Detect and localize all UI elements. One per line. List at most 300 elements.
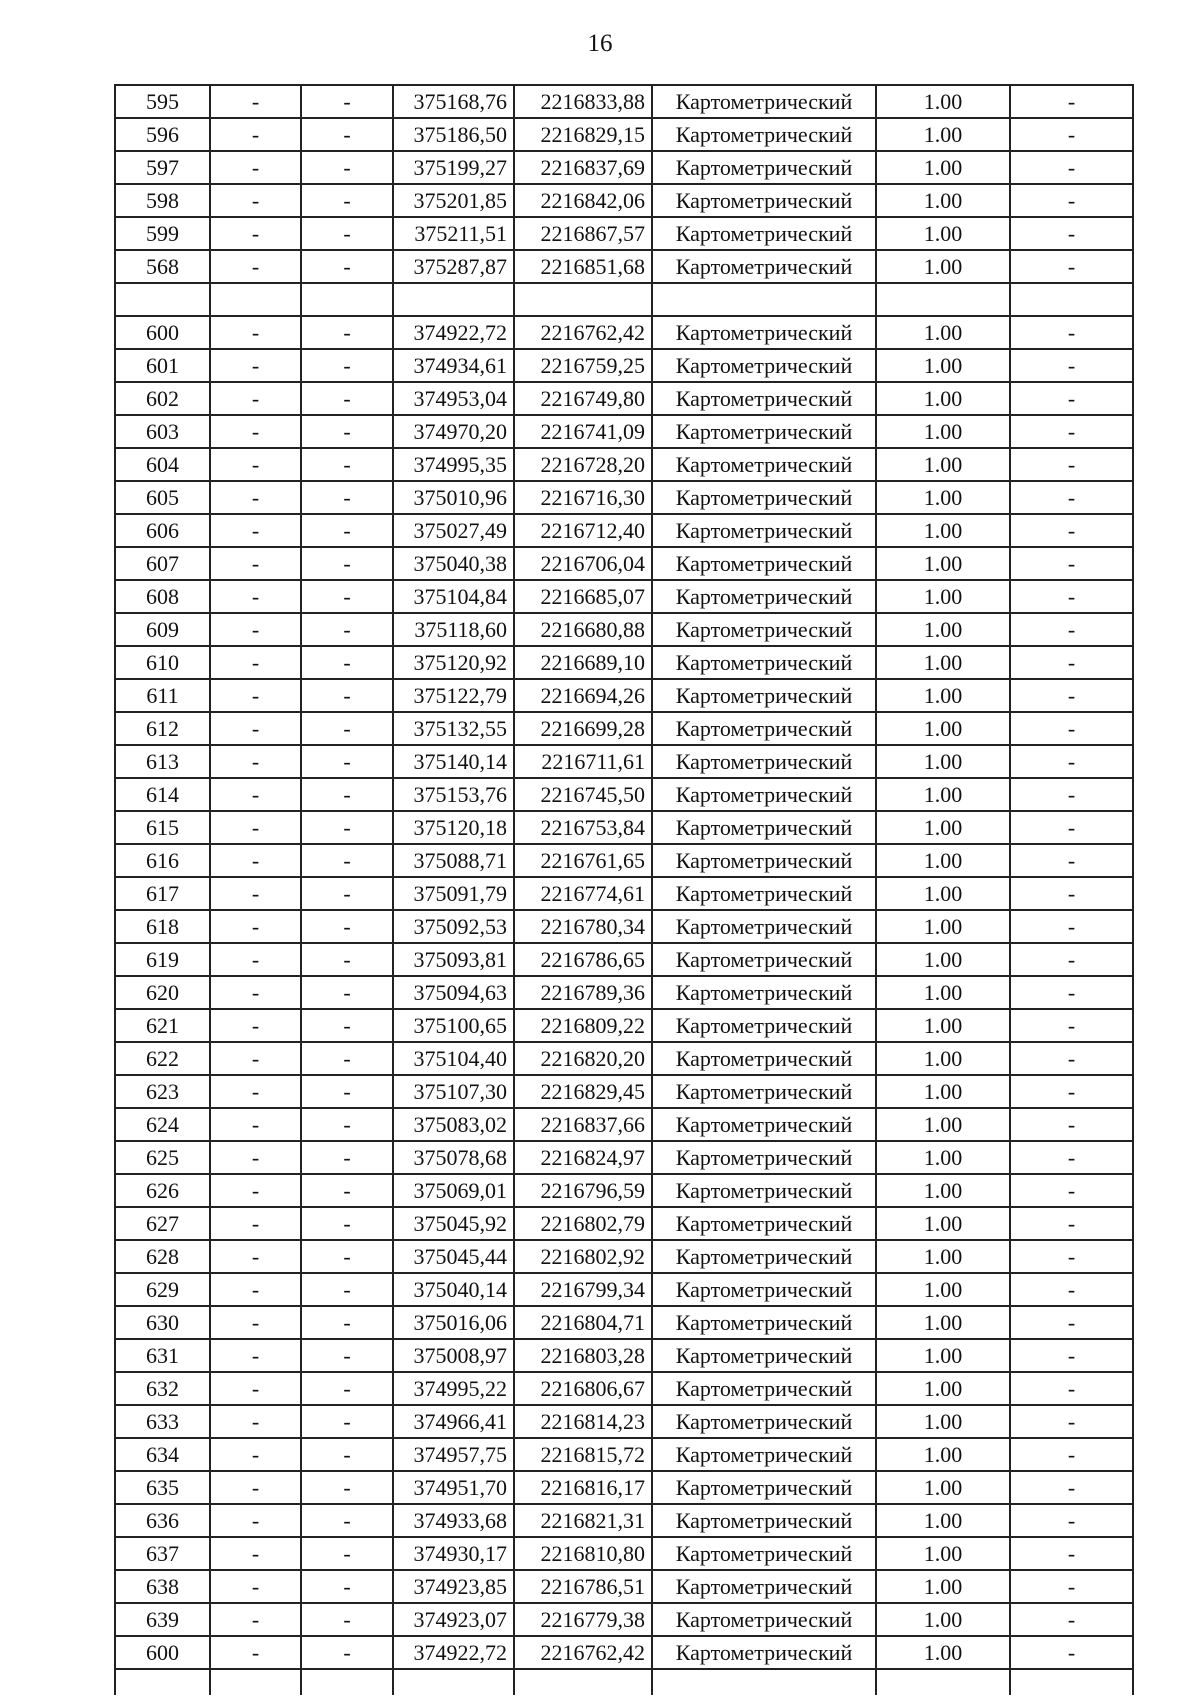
note-cell: - (1010, 712, 1133, 745)
note-cell: - (1010, 910, 1133, 943)
point-number-cell: 611 (115, 679, 210, 712)
method-cell: Картометрический (652, 844, 876, 877)
y-coordinate-cell: 2216680,88 (514, 613, 652, 646)
method-cell: Картометрический (652, 250, 876, 283)
note-cell: - (1010, 316, 1133, 349)
column-2-cell: - (210, 844, 301, 877)
empty-cell (1010, 1669, 1133, 1695)
note-cell: - (1010, 1207, 1133, 1240)
column-2-cell: - (210, 1570, 301, 1603)
accuracy-cell: 1.00 (876, 1273, 1010, 1306)
accuracy-cell: 1.00 (876, 778, 1010, 811)
table-row (115, 85, 1133, 118)
x-coordinate-cell: 375093,81 (393, 943, 514, 976)
method-cell: Картометрический (652, 1141, 876, 1174)
method-cell: Картометрический (652, 811, 876, 844)
method-cell: Картометрический (652, 679, 876, 712)
table-row (115, 745, 1133, 778)
column-2-cell: - (210, 250, 301, 283)
column-2-cell: - (210, 1438, 301, 1471)
note-cell: - (1010, 844, 1133, 877)
method-cell: Картометрический (652, 118, 876, 151)
y-coordinate-cell: 2216833,88 (514, 85, 652, 118)
y-coordinate-cell: 2216728,20 (514, 448, 652, 481)
column-2-cell: - (210, 1471, 301, 1504)
method-cell: Картометрический (652, 910, 876, 943)
accuracy-cell: 1.00 (876, 646, 1010, 679)
column-2-cell: - (210, 448, 301, 481)
accuracy-cell: 1.00 (876, 679, 1010, 712)
x-coordinate-cell: 374922,72 (393, 1636, 514, 1669)
x-coordinate-cell: 375094,63 (393, 976, 514, 1009)
column-3-cell: - (301, 1240, 393, 1273)
point-number-cell: 627 (115, 1207, 210, 1240)
method-cell: Картометрический (652, 877, 876, 910)
y-coordinate-cell: 2216814,23 (514, 1405, 652, 1438)
column-3-cell: - (301, 1471, 393, 1504)
y-coordinate-cell: 2216780,34 (514, 910, 652, 943)
y-coordinate-cell: 2216761,65 (514, 844, 652, 877)
method-cell (652, 283, 876, 316)
y-coordinate-cell: 2216824,97 (514, 1141, 652, 1174)
table-row (115, 184, 1133, 217)
method-cell: Картометрический (652, 646, 876, 679)
column-2-cell: - (210, 1636, 301, 1669)
point-number-cell: 608 (115, 580, 210, 613)
y-coordinate-cell: 2216706,04 (514, 547, 652, 580)
note-cell: - (1010, 877, 1133, 910)
column-3-cell: - (301, 1372, 393, 1405)
table-row (115, 877, 1133, 910)
point-number-cell: 630 (115, 1306, 210, 1339)
accuracy-cell: 1.00 (876, 943, 1010, 976)
column-2-cell: - (210, 382, 301, 415)
table-row (115, 1141, 1133, 1174)
note-cell: - (1010, 514, 1133, 547)
column-2-cell: - (210, 415, 301, 448)
table-row (115, 151, 1133, 184)
y-coordinate-cell: 2216694,26 (514, 679, 652, 712)
y-coordinate-cell: 2216821,31 (514, 1504, 652, 1537)
y-coordinate-cell: 2216796,59 (514, 1174, 652, 1207)
method-cell: Картометрический (652, 1207, 876, 1240)
x-coordinate-cell: 375078,68 (393, 1141, 514, 1174)
method-cell: Картометрический (652, 448, 876, 481)
accuracy-cell: 1.00 (876, 184, 1010, 217)
x-coordinate-cell: 375107,30 (393, 1075, 514, 1108)
x-coordinate-cell: 375045,92 (393, 1207, 514, 1240)
y-coordinate-cell: 2216837,69 (514, 151, 652, 184)
accuracy-cell: 1.00 (876, 877, 1010, 910)
table-row (115, 712, 1133, 745)
y-coordinate-cell: 2216837,66 (514, 1108, 652, 1141)
note-cell: - (1010, 85, 1133, 118)
accuracy-cell: 1.00 (876, 481, 1010, 514)
note-cell: - (1010, 1405, 1133, 1438)
note-cell: - (1010, 481, 1133, 514)
point-number-cell: 626 (115, 1174, 210, 1207)
column-2-cell: - (210, 481, 301, 514)
point-number-cell: 599 (115, 217, 210, 250)
column-3-cell: - (301, 1075, 393, 1108)
table-row (115, 547, 1133, 580)
column-3-cell: - (301, 778, 393, 811)
point-number-cell: 637 (115, 1537, 210, 1570)
point-number-cell: 619 (115, 943, 210, 976)
method-cell: Картометрический (652, 1075, 876, 1108)
point-number-cell: 606 (115, 514, 210, 547)
y-coordinate-cell: 2216711,61 (514, 745, 652, 778)
point-number-cell: 636 (115, 1504, 210, 1537)
x-coordinate-cell: 375140,14 (393, 745, 514, 778)
x-coordinate-cell: 375016,06 (393, 1306, 514, 1339)
note-cell: - (1010, 1273, 1133, 1306)
note-cell: - (1010, 1141, 1133, 1174)
x-coordinate-cell: 374953,04 (393, 382, 514, 415)
y-coordinate-cell: 2216804,71 (514, 1306, 652, 1339)
column-2-cell: - (210, 1075, 301, 1108)
point-number-cell: 614 (115, 778, 210, 811)
column-3-cell: - (301, 1636, 393, 1669)
method-cell: Картометрический (652, 514, 876, 547)
column-2-cell: - (210, 184, 301, 217)
column-3-cell: - (301, 514, 393, 547)
accuracy-cell: 1.00 (876, 1042, 1010, 1075)
table-row (115, 1240, 1133, 1273)
method-cell: Картометрический (652, 151, 876, 184)
note-cell: - (1010, 679, 1133, 712)
accuracy-cell: 1.00 (876, 316, 1010, 349)
column-3-cell: - (301, 646, 393, 679)
table-row (115, 1636, 1133, 1669)
y-coordinate-cell: 2216816,17 (514, 1471, 652, 1504)
point-number-cell: 638 (115, 1570, 210, 1603)
note-cell: - (1010, 646, 1133, 679)
point-number-cell: 631 (115, 1339, 210, 1372)
table-row (115, 1306, 1133, 1339)
note-cell: - (1010, 943, 1133, 976)
y-coordinate-cell: 2216759,25 (514, 349, 652, 382)
accuracy-cell: 1.00 (876, 1438, 1010, 1471)
point-number-cell: 617 (115, 877, 210, 910)
method-cell: Картометрический (652, 1372, 876, 1405)
y-coordinate-cell: 2216789,36 (514, 976, 652, 1009)
point-number-cell: 603 (115, 415, 210, 448)
point-number-cell: 623 (115, 1075, 210, 1108)
column-2-cell: - (210, 1405, 301, 1438)
note-cell: - (1010, 349, 1133, 382)
column-3-cell: - (301, 85, 393, 118)
point-number-cell: 609 (115, 613, 210, 646)
point-number-cell: 600 (115, 1636, 210, 1669)
column-2-cell: - (210, 1042, 301, 1075)
x-coordinate-cell: 375153,76 (393, 778, 514, 811)
table-row (115, 1405, 1133, 1438)
x-coordinate-cell: 375010,96 (393, 481, 514, 514)
column-2-cell: - (210, 1504, 301, 1537)
column-3-cell: - (301, 1042, 393, 1075)
column-2-cell: - (210, 712, 301, 745)
method-cell: Картометрический (652, 580, 876, 613)
column-2-cell: - (210, 580, 301, 613)
note-cell: - (1010, 1240, 1133, 1273)
y-coordinate-cell: 2216829,15 (514, 118, 652, 151)
note-cell: - (1010, 415, 1133, 448)
column-2-cell: - (210, 1141, 301, 1174)
x-coordinate-cell: 375069,01 (393, 1174, 514, 1207)
point-number-cell: 613 (115, 745, 210, 778)
accuracy-cell: 1.00 (876, 1570, 1010, 1603)
column-2-cell: - (210, 679, 301, 712)
note-cell: - (1010, 1570, 1133, 1603)
blank-row (115, 283, 1133, 316)
x-coordinate-cell: 375201,85 (393, 184, 514, 217)
point-number-cell: 634 (115, 1438, 210, 1471)
accuracy-cell: 1.00 (876, 811, 1010, 844)
x-coordinate-cell: 374933,68 (393, 1504, 514, 1537)
table-row (115, 481, 1133, 514)
column-2-cell: - (210, 1603, 301, 1636)
y-coordinate-cell: 2216786,65 (514, 943, 652, 976)
column-3-cell: - (301, 415, 393, 448)
note-cell: - (1010, 1306, 1133, 1339)
x-coordinate-cell: 375092,53 (393, 910, 514, 943)
method-cell: Картометрический (652, 1306, 876, 1339)
column-3-cell: - (301, 118, 393, 151)
continuation-row (115, 1669, 1133, 1695)
point-number-cell: 624 (115, 1108, 210, 1141)
x-coordinate-cell: 374995,22 (393, 1372, 514, 1405)
column-2-cell: - (210, 910, 301, 943)
column-3-cell: - (301, 1273, 393, 1306)
column-2-cell: - (210, 613, 301, 646)
table-row (115, 1108, 1133, 1141)
accuracy-cell: 1.00 (876, 1339, 1010, 1372)
method-cell: Картометрический (652, 349, 876, 382)
note-cell: - (1010, 118, 1133, 151)
accuracy-cell: 1.00 (876, 1636, 1010, 1669)
table-row (115, 118, 1133, 151)
note-cell: - (1010, 1504, 1133, 1537)
table-row (115, 349, 1133, 382)
y-coordinate-cell: 2216815,72 (514, 1438, 652, 1471)
accuracy-cell: 1.00 (876, 1009, 1010, 1042)
column-3-cell: - (301, 844, 393, 877)
column-3-cell: - (301, 448, 393, 481)
accuracy-cell: 1.00 (876, 1240, 1010, 1273)
method-cell: Картометрический (652, 1339, 876, 1372)
point-number-cell: 635 (115, 1471, 210, 1504)
point-number-cell: 612 (115, 712, 210, 745)
column-3-cell: - (301, 811, 393, 844)
method-cell: Картометрический (652, 745, 876, 778)
column-3-cell: - (301, 217, 393, 250)
column-2-cell: - (210, 514, 301, 547)
point-number-cell: 620 (115, 976, 210, 1009)
method-cell: Картометрический (652, 1174, 876, 1207)
column-3-cell: - (301, 613, 393, 646)
x-coordinate-cell: 374970,20 (393, 415, 514, 448)
y-coordinate-cell: 2216745,50 (514, 778, 652, 811)
table-row (115, 250, 1133, 283)
column-2-cell: - (210, 745, 301, 778)
point-number-cell: 600 (115, 316, 210, 349)
note-cell: - (1010, 1108, 1133, 1141)
column-2-cell: - (210, 1108, 301, 1141)
note-cell: - (1010, 1009, 1133, 1042)
method-cell: Картометрический (652, 712, 876, 745)
x-coordinate-cell: 375287,87 (393, 250, 514, 283)
x-coordinate-cell: 375132,55 (393, 712, 514, 745)
table-row (115, 613, 1133, 646)
x-coordinate-cell: 375088,71 (393, 844, 514, 877)
accuracy-cell: 1.00 (876, 1207, 1010, 1240)
x-coordinate-cell: 375122,79 (393, 679, 514, 712)
method-cell: Картометрический (652, 217, 876, 250)
x-coordinate-cell: 375045,44 (393, 1240, 514, 1273)
accuracy-cell: 1.00 (876, 1504, 1010, 1537)
x-coordinate-cell: 375104,84 (393, 580, 514, 613)
point-number-cell: 625 (115, 1141, 210, 1174)
accuracy-cell: 1.00 (876, 1603, 1010, 1636)
note-cell: - (1010, 778, 1133, 811)
method-cell: Картометрический (652, 1537, 876, 1570)
point-number-cell: 610 (115, 646, 210, 679)
method-cell: Картометрический (652, 1042, 876, 1075)
method-cell: Картометрический (652, 778, 876, 811)
table-row (115, 811, 1133, 844)
method-cell: Картометрический (652, 1438, 876, 1471)
y-coordinate-cell: 2216749,80 (514, 382, 652, 415)
accuracy-cell: 1.00 (876, 613, 1010, 646)
accuracy-cell: 1.00 (876, 415, 1010, 448)
table-row (115, 1438, 1133, 1471)
table-row (115, 646, 1133, 679)
note-cell: - (1010, 580, 1133, 613)
column-2-cell: - (210, 1207, 301, 1240)
column-3-cell: - (301, 250, 393, 283)
point-number-cell: 633 (115, 1405, 210, 1438)
method-cell: Картометрический (652, 1273, 876, 1306)
empty-cell (301, 1669, 393, 1695)
note-cell: - (1010, 1042, 1133, 1075)
empty-cell (652, 1669, 876, 1695)
accuracy-cell: 1.00 (876, 250, 1010, 283)
note-cell: - (1010, 1471, 1133, 1504)
column-3-cell: - (301, 877, 393, 910)
x-coordinate-cell: 374951,70 (393, 1471, 514, 1504)
table-row (115, 415, 1133, 448)
note-cell: - (1010, 613, 1133, 646)
y-coordinate-cell: 2216802,79 (514, 1207, 652, 1240)
y-coordinate-cell: 2216716,30 (514, 481, 652, 514)
method-cell: Картометрический (652, 184, 876, 217)
y-coordinate-cell: 2216829,45 (514, 1075, 652, 1108)
column-3-cell: - (301, 349, 393, 382)
note-cell: - (1010, 547, 1133, 580)
table-row (115, 1009, 1133, 1042)
point-number-cell: 598 (115, 184, 210, 217)
method-cell: Картометрический (652, 382, 876, 415)
y-coordinate-cell: 2216842,06 (514, 184, 652, 217)
accuracy-cell: 1.00 (876, 1108, 1010, 1141)
method-cell: Картометрический (652, 481, 876, 514)
column-3-cell: - (301, 1108, 393, 1141)
y-coordinate-cell: 2216685,07 (514, 580, 652, 613)
y-coordinate-cell: 2216774,61 (514, 877, 652, 910)
column-3-cell: - (301, 1207, 393, 1240)
note-cell: - (1010, 250, 1133, 283)
empty-cell (210, 1669, 301, 1695)
accuracy-cell: 1.00 (876, 910, 1010, 943)
note-cell: - (1010, 1339, 1133, 1372)
accuracy-cell: 1.00 (876, 151, 1010, 184)
table-row (115, 844, 1133, 877)
point-number-cell (115, 283, 210, 316)
column-2-cell: - (210, 943, 301, 976)
x-coordinate-cell: 375168,76 (393, 85, 514, 118)
accuracy-cell: 1.00 (876, 514, 1010, 547)
column-2-cell: - (210, 877, 301, 910)
accuracy-cell: 1.00 (876, 217, 1010, 250)
column-2-cell: - (210, 1372, 301, 1405)
method-cell: Картометрический (652, 85, 876, 118)
column-2-cell: - (210, 151, 301, 184)
note-cell: - (1010, 184, 1133, 217)
table-row (115, 778, 1133, 811)
y-coordinate-cell: 2216799,34 (514, 1273, 652, 1306)
accuracy-cell: 1.00 (876, 547, 1010, 580)
point-number-cell: 605 (115, 481, 210, 514)
x-coordinate-cell: 375118,60 (393, 613, 514, 646)
accuracy-cell: 1.00 (876, 1405, 1010, 1438)
y-coordinate-cell: 2216762,42 (514, 316, 652, 349)
accuracy-cell: 1.00 (876, 976, 1010, 1009)
accuracy-cell: 1.00 (876, 580, 1010, 613)
note-cell: - (1010, 1537, 1133, 1570)
column-3-cell: - (301, 1537, 393, 1570)
point-number-cell: 615 (115, 811, 210, 844)
column-2-cell: - (210, 547, 301, 580)
column-3-cell (301, 283, 393, 316)
x-coordinate-cell: 374934,61 (393, 349, 514, 382)
note-cell: - (1010, 217, 1133, 250)
accuracy-cell: 1.00 (876, 712, 1010, 745)
column-3-cell: - (301, 1141, 393, 1174)
x-coordinate-cell: 374923,85 (393, 1570, 514, 1603)
column-3-cell: - (301, 1603, 393, 1636)
column-2-cell: - (210, 217, 301, 250)
column-3-cell: - (301, 547, 393, 580)
x-coordinate-cell: 375120,18 (393, 811, 514, 844)
point-number-cell: 595 (115, 85, 210, 118)
point-number-cell: 597 (115, 151, 210, 184)
column-2-cell (210, 283, 301, 316)
table-row (115, 1075, 1133, 1108)
accuracy-cell: 1.00 (876, 382, 1010, 415)
x-coordinate-cell: 374923,07 (393, 1603, 514, 1636)
table-row (115, 217, 1133, 250)
y-coordinate-cell: 2216806,67 (514, 1372, 652, 1405)
column-2-cell: - (210, 1537, 301, 1570)
accuracy-cell: 1.00 (876, 349, 1010, 382)
x-coordinate-cell: 375027,49 (393, 514, 514, 547)
column-3-cell: - (301, 910, 393, 943)
x-coordinate-cell: 375120,92 (393, 646, 514, 679)
note-cell: - (1010, 1603, 1133, 1636)
column-2-cell: - (210, 1339, 301, 1372)
method-cell: Картометрический (652, 316, 876, 349)
